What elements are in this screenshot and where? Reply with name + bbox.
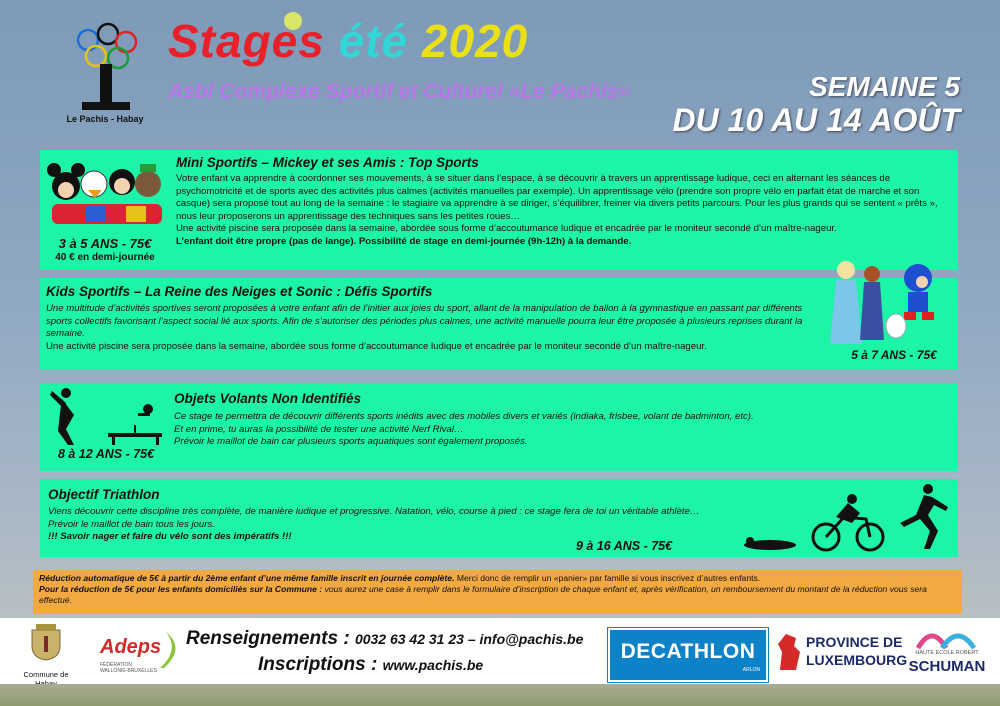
week-dates: DU 10 AU 14 AOÛT [672,101,960,138]
commune-caption: Commune de [23,670,69,679]
renseignements-label: Renseignements : [186,628,350,649]
province-line1: PROVINCE DE [806,634,903,650]
week-info [673,72,960,138]
week-number: SEMAINE 5 [809,71,960,102]
inscriptions-website[interactable]: www.pachis.be [382,657,484,673]
section-condition: L’enfant doit être propre (pas de lange). Possibilité de stage en demi-journée (9h-12h) à la demande. [176,235,632,247]
section-pool-info: Une activité piscine sera proposée dans la semaine, abordée sous forme d’accoutumance ludique et encadrée par le moniteur secondé d’un maître-nageur. [176,223,837,234]
reductions-banner [33,570,962,614]
coat-of-arms-icon [26,622,66,662]
section-title: Kids Sportifs – La Reine des Neiges et Sonic : Défis Sportifs [46,284,433,299]
grass-strip [0,684,1000,706]
section-kids-sportifs [40,278,958,370]
age-price: 9 à 16 ANS - 75€ [575,539,673,553]
sports-silhouette-icon [44,385,168,447]
section-title: Objets Volants Non Identifiés [174,391,362,406]
logo-caption: Le Pachis - Habay [66,114,144,124]
schuman-arcs-icon [912,624,982,650]
pachis-logo [60,18,150,128]
frozen-sonic-illustration [828,256,946,346]
mickey-friends-illustration [46,156,168,228]
decathlon-logo [608,628,768,682]
footer [0,618,1000,684]
renseignements-contact[interactable]: 0032 63 42 31 23 – info@pachis.be [354,631,584,647]
section-description: Une multitude d’activités sportives seront proposées à votre enfant afin de l’initier aux joies du sport, allant de la manipulation de ballon à la gymnastique en passant par différents sports collectifs favorisant l’aspect social lié aux sports. Afin de s’autoriser des périodes plus calmes, une activité manuelle pourra leur être proposée à plusieurs reprises durant la semaine. [46,303,803,339]
lion-icon [776,632,802,672]
page-subtitle: Asbl Complexe Sportif et Culturel «Le Pachis» [168,80,631,103]
age-price: 5 à 7 ANS - 75€ [851,348,937,362]
title-word-year: 2020 [421,15,529,67]
section-description: Ce stage te permettra de découvrir différents sports inédits avec des mobiles divers et variés (indiaka, frisbee, volant de badminton, etc). [174,411,754,422]
province-luxembourg-logo [776,628,908,678]
title-word-ete: été [338,15,409,67]
schuman-name: SCHUMAN [908,658,986,675]
reduction-auto-note: Merci donc de remplir un «panier» par famille si vous inscrivez d’autres enfants. [456,573,761,583]
schuman-school: HAUTE ÉCOLE ROBERT [915,650,979,656]
section-description: Viens découvrir cette discipline très complète, de manière ludique et progressive. Natation, vélo, course à pied : ce stage fera de toi un véritable athlète… [48,506,700,517]
age-price: 8 à 12 ANS - 75€ [57,447,155,461]
tree-logo-icon [60,18,150,114]
province-line2: LUXEMBOURG [806,652,908,668]
schuman-logo [902,624,992,680]
section-ovni [40,383,958,471]
section-swimwear-info: Prévoir le maillot de bain car plusieurs sports aquatiques sont également proposés. [174,436,528,447]
section-nerf-info: Et en prime, tu auras la possibilité de tester une activité Nerf Rival… [174,423,464,435]
adeps-federation: FÉDÉRATION WALLONIE-BRUXELLES [100,662,157,674]
inscriptions-label: Inscriptions : [258,654,378,675]
adeps-name: Adeps [100,636,162,658]
section-description: Votre enfant va apprendre à coordonner ses mouvements, à se situer dans l’espace, à se découvrir à travers un apprentissage ludique, ceci en alternant les séances de psychomotricité et de sports avec des activités plus calmes (activités manuelles par exemple). Un apprentissage vélo (prendre son propre vélo en parfait état de marche et son casque) sera proposé tout au long de la semaine : le stagiaire va apprendre à se diriger, s’équilibrer, freiner via divers petits parcours. Pour les plus grands qui se sentent « prêts », nous leur proposerons un apprentissage des techniques sans les petites roues… [176,173,938,222]
section-pool-info: Une activité piscine sera proposée dans la semaine, abordée sous forme d’accoutumance ludique et encadrée par le moniteur secondé d’un maître-nageur. [46,340,707,352]
page-title [168,14,528,68]
title-word-stages: Stages [168,15,325,67]
triathlon-silhouettes-icon [740,483,954,555]
reduction-commune-text: Pour la réduction de 5€ pour les enfants domiciliés sur la Commune : [39,584,323,594]
section-requirement: !!! Savoir nager et faire du vélo sont des impératifs !!! [48,531,292,542]
renseignements-line [186,628,583,650]
adeps-logo [100,630,180,680]
commune-habay-logo [14,622,78,680]
section-title: Objectif Triathlon [48,487,160,502]
reduction-auto-text: Réduction automatique de 5€ à partir du 2ème enfant d’une même famille inscrit en journée complète. [39,573,455,583]
reduction-commune-note: vous aurez une case à remplir dans le formulaire d’inscription de chaque enfant et, après vérification, un remboursement du montant de la réduction vous sera effectué. [39,584,927,605]
section-mini-sportifs [40,150,958,270]
decathlon-name: DECATHLON [620,640,756,663]
half-day-price: 40 € en demi-journée [55,252,155,263]
section-title: Mini Sportifs – Mickey et ses Amis : Top Sports [176,155,479,170]
inscriptions-line [258,654,483,676]
section-triathlon [40,479,958,557]
section-swimwear-info: Prévoir le maillot de bain tous les jours. [48,518,215,530]
decathlon-city: ARLON [742,667,760,673]
age-price: 3 à 5 ANS - 75€ [58,236,152,251]
